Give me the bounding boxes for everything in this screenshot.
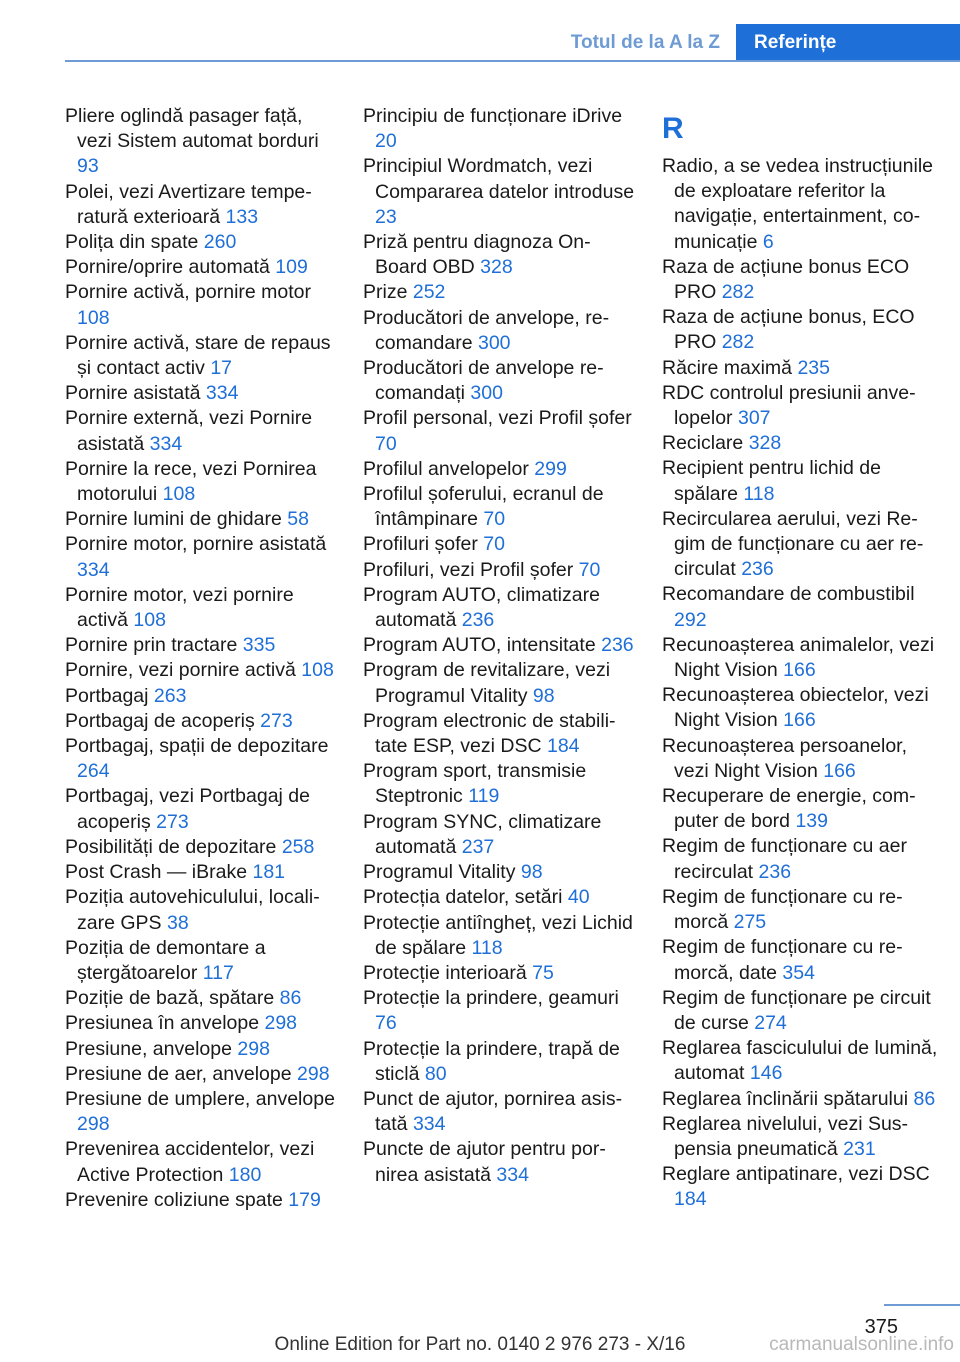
page-link[interactable]: 298: [237, 1037, 270, 1060]
page-link[interactable]: 166: [823, 759, 856, 782]
page-link[interactable]: 298: [77, 1113, 110, 1136]
index-entry: [363, 356, 635, 406]
entry-text: Protecție la prindere, trapă de sticlă: [363, 1037, 620, 1085]
entry-text: Pornire externă, vezi Pornire asistată: [65, 407, 313, 455]
entry-text: Pornire, vezi pornire activă: [65, 659, 296, 682]
index-entry: [65, 885, 335, 935]
index-entry: [363, 104, 635, 154]
page-number: 375: [864, 1316, 898, 1338]
page-link[interactable]: 80: [424, 1062, 447, 1085]
index-entry: [662, 154, 942, 255]
entry-text: Protecție interioară: [363, 961, 527, 984]
watermark: carmanualsonline.info: [769, 1334, 954, 1355]
index-entry: [65, 835, 335, 860]
index-entry: [65, 1062, 335, 1087]
entry-text: Recuperare de energie, computer de bord: [662, 785, 916, 833]
page-link[interactable]: 70: [483, 508, 506, 531]
entry-text: Răcire maximă: [662, 356, 793, 379]
page-link[interactable]: 231: [843, 1137, 876, 1160]
entry-text: Profil personal, vezi Profil șofer: [363, 407, 632, 430]
page-link[interactable]: 93: [77, 155, 99, 178]
page-link[interactable]: 70: [375, 432, 397, 455]
index-entry: [662, 255, 942, 305]
entry-text: Reglarea fasciculului de lumină, automat: [662, 1037, 938, 1085]
entry-text: Pornire motor, vezi pornire activă: [65, 583, 294, 632]
index-entry: [363, 1037, 635, 1087]
page-link[interactable]: 109: [275, 256, 308, 279]
page-link[interactable]: 292: [674, 608, 707, 631]
index-entry: [363, 306, 635, 356]
index-entry: [65, 104, 335, 180]
page-link[interactable]: 108: [77, 306, 110, 329]
index-column-2: [363, 104, 635, 1188]
index-entry: [662, 582, 942, 632]
entry-text: Reglarea nivelului, vezi Suspensia pneumatică: [662, 1112, 909, 1160]
entry-text: Profilul șoferului, ecranul de întâmpinare: [363, 483, 604, 531]
page-link[interactable]: 300: [477, 331, 511, 354]
index-entry: [363, 583, 635, 633]
index-entry: [662, 1087, 942, 1112]
entry-text: Regim de funcționare pe circuit de curse: [662, 986, 931, 1034]
index-column-3: [662, 104, 942, 1213]
index-entry: [65, 1188, 335, 1213]
index-entry: [662, 381, 942, 431]
entry-text: Profiluri, vezi Profil șofer: [363, 558, 574, 581]
page-link[interactable]: 335: [242, 634, 276, 657]
page-link[interactable]: 307: [737, 407, 771, 430]
index-entry: [662, 1036, 942, 1086]
page-link[interactable]: 236: [758, 860, 792, 883]
entry-text: Portbagaj de acoperiș: [65, 709, 255, 732]
page-link[interactable]: 119: [468, 785, 500, 808]
entry-text: Producători de anvelope recomandați: [363, 357, 604, 405]
entry-text: Pornire lumini de ghidare: [65, 508, 282, 531]
page-link[interactable]: 76: [375, 1012, 397, 1035]
page-header: [65, 24, 960, 62]
index-entry: [65, 658, 335, 683]
index-entry: [662, 683, 942, 733]
index-entry: [363, 759, 635, 809]
entry-text: Protecție antiîngheț, vezi Lichid de spălare: [363, 911, 633, 959]
page-link[interactable]: 118: [471, 936, 503, 959]
page-link[interactable]: 180: [228, 1163, 262, 1186]
page-link[interactable]: 252: [412, 281, 446, 304]
entry-text: Poziția autovehiculului, localizare GPS: [65, 886, 320, 934]
entry-text: Profiluri șofer: [363, 533, 478, 556]
entry-text: Pornire la rece, vezi Pornirea motorului: [65, 457, 317, 506]
page-link[interactable]: 273: [156, 810, 189, 833]
page-link[interactable]: 300: [470, 382, 503, 405]
index-entry: [65, 784, 335, 834]
index-entry: [662, 885, 942, 935]
entry-text: Portbagaj, spații de depozitare: [65, 735, 329, 758]
index-entry: [363, 558, 635, 583]
entry-text: Pornire motor, pornire asistată: [65, 533, 327, 556]
entry-text: Pornire activă, pornire motor: [65, 281, 312, 304]
entry-text: Pornire asistată: [65, 382, 201, 405]
index-entry: [363, 633, 635, 658]
page-link[interactable]: 264: [77, 760, 110, 783]
page-link[interactable]: 118: [743, 482, 775, 505]
page-link[interactable]: 273: [260, 709, 293, 732]
entry-text: Producători de anvelope, recomandare: [363, 306, 610, 354]
page-link[interactable]: 263: [153, 684, 187, 707]
entry-text: Pornire/oprire automată: [65, 256, 270, 279]
index-column-1: [65, 104, 335, 1213]
entry-text: Reciclare: [662, 432, 744, 455]
index-entry: [363, 810, 635, 860]
entry-text: Prize: [363, 281, 408, 304]
entry-text: Portbagaj: [65, 684, 149, 707]
index-entry: [65, 1011, 335, 1036]
page-link[interactable]: 260: [203, 231, 237, 254]
entry-text: Presiune, anvelope: [65, 1037, 232, 1060]
page-link[interactable]: 299: [534, 457, 567, 480]
page-link[interactable]: 166: [783, 659, 816, 682]
entry-text: Recipient pentru lichid de spălare: [662, 457, 881, 505]
page-link[interactable]: 166: [783, 709, 816, 732]
index-entry: [65, 709, 335, 734]
page-link[interactable]: 184: [674, 1188, 707, 1211]
entry-text: Posibilități de depozitare: [65, 835, 277, 858]
entry-text: Poziția de demontare a ștergătoarelor: [65, 936, 266, 984]
index-entry: [65, 936, 335, 986]
index-entry: [662, 305, 942, 355]
entry-text: Program AUTO, climatizare automată: [363, 583, 600, 632]
entry-text: Program sport, transmisie Steptronic: [363, 760, 587, 808]
entry-text: Principiul Wordmatch, vezi Compararea datelor introduse: [363, 155, 635, 203]
index-entry: [65, 734, 335, 784]
page-link[interactable]: 133: [225, 205, 259, 228]
index-entry: [363, 658, 635, 708]
index-entry: [65, 406, 335, 456]
page-link[interactable]: 139: [795, 810, 828, 833]
entry-text: Recunoașterea obiectelor, vezi Night Vision: [662, 684, 929, 732]
page-link[interactable]: 354: [782, 961, 815, 984]
index-entry: [65, 1037, 335, 1062]
page-link[interactable]: 117: [202, 961, 234, 984]
entry-text: Radio, a se vedea instrucțiunile de exploatare referitor la navigație, entertainment, comunicație: [662, 155, 933, 253]
index-entry: [65, 986, 335, 1011]
index-entry: [662, 507, 942, 583]
index-entry: [363, 230, 635, 280]
entry-text: Pornire prin tractare: [65, 634, 238, 657]
entry-text: Program de revitalizare, vezi Programul Vitality: [363, 659, 611, 707]
entry-text: Portbagaj, vezi Portbagaj de acoperiș: [65, 785, 310, 833]
index-entry: [363, 1137, 635, 1187]
page-link[interactable]: 108: [301, 659, 334, 682]
entry-text: Reglare antipatinare, vezi DSC: [662, 1163, 930, 1186]
entry-text: Recomandare de combustibil: [662, 583, 915, 606]
entry-text: Polei, vezi Avertizare temperatură exterioară: [65, 180, 312, 228]
page-link[interactable]: 328: [480, 256, 513, 279]
page-link[interactable]: 334: [496, 1163, 529, 1186]
page-link[interactable]: 334: [205, 382, 239, 405]
index-entry: [65, 280, 335, 330]
index-entry: [662, 431, 942, 456]
index-entry: [662, 986, 942, 1036]
page-link[interactable]: 23: [375, 205, 397, 228]
index-entry: [65, 507, 335, 532]
page-link[interactable]: 181: [252, 861, 286, 884]
page-link[interactable]: 334: [77, 558, 110, 581]
entry-text: Programul Vitality: [363, 861, 516, 884]
index-entry: [65, 331, 335, 381]
entry-text: Regim de funcționare cu aer recirculat: [662, 835, 907, 883]
entry-text: Protecția datelor, setări: [363, 886, 563, 909]
entry-text: Priză pentru diagnoza On-Board OBD: [363, 231, 591, 279]
index-entry: [65, 860, 335, 885]
index-entry: [363, 911, 635, 961]
page-link[interactable]: 274: [754, 1011, 787, 1034]
page-link[interactable]: 38: [166, 911, 189, 934]
page-link[interactable]: 17: [210, 357, 233, 380]
entry-text: Program SYNC, climatizare automată: [363, 810, 602, 858]
page-link[interactable]: 282: [721, 281, 755, 304]
index-entry: [363, 406, 635, 456]
index-entry: [65, 381, 335, 406]
entry-text: RDC controlul presiunii anvelopelor: [662, 381, 916, 430]
entry-text: Pornire activă, stare de repaus și contact activ: [65, 331, 331, 380]
entry-text: Pliere oglindă pasager față, vezi Sistem automat borduri: [65, 105, 319, 153]
page-link[interactable]: 334: [412, 1113, 446, 1136]
page-link[interactable]: 20: [375, 130, 397, 153]
page-link[interactable]: 146: [749, 1062, 783, 1085]
index-entry: [363, 860, 635, 885]
page-link[interactable]: 298: [264, 1012, 298, 1035]
page-link[interactable]: 258: [281, 835, 315, 858]
page-link[interactable]: 75: [532, 961, 554, 984]
index-entry: [65, 1087, 335, 1137]
index-entry: [363, 482, 635, 532]
index-entry: [363, 709, 635, 759]
index-entry: [65, 457, 335, 507]
index-entry: [363, 1087, 635, 1137]
page-link[interactable]: 236: [601, 634, 634, 657]
index-entry: [363, 280, 635, 305]
entry-text: Recunoașterea persoanelor, vezi Night Vision: [662, 734, 907, 782]
section-tab[interactable]: Totul de la A la Z: [570, 32, 720, 53]
entry-text: Presiune de aer, anvelope: [65, 1062, 292, 1085]
entry-text: Recircularea aerului, vezi Regim de funcționare cu aer recirculat: [662, 507, 924, 581]
entry-text: Program electronic de stabilitate ESP, vezi DSC: [363, 709, 616, 758]
header-rule: [65, 60, 960, 62]
entry-text: Poziție de bază, spătare: [65, 987, 275, 1010]
entry-text: Prevenire coliziune spate: [65, 1188, 283, 1211]
index-entry: [662, 1162, 942, 1212]
index-entry: [65, 255, 335, 280]
page-link[interactable]: 237: [461, 835, 495, 858]
page-link[interactable]: 179: [288, 1188, 321, 1211]
page-number-rule: [884, 1304, 960, 1306]
index-entry: [363, 885, 635, 910]
index-entry: [65, 684, 335, 709]
page-link[interactable]: 70: [483, 533, 505, 556]
chapter-tab[interactable]: Referințe: [736, 24, 960, 62]
page-link[interactable]: 108: [162, 483, 196, 506]
entry-text: Raza de acțiune bonus, ECO PRO: [662, 306, 915, 354]
index-entry: [363, 986, 635, 1036]
index-entry: [363, 154, 635, 230]
entry-text: Program AUTO, intensitate: [363, 634, 596, 657]
index-entry: [363, 457, 635, 482]
index-entry: [662, 456, 942, 506]
entry-text: Raza de acțiune bonus ECO PRO: [662, 255, 910, 304]
entry-text: Regim de funcționare cu remorcă, date: [662, 936, 903, 984]
page-link[interactable]: 40: [567, 886, 590, 909]
entry-text: Protecție la prindere, geamuri: [363, 987, 619, 1010]
page-link[interactable]: 275: [733, 911, 767, 934]
page-link[interactable]: 328: [748, 432, 782, 455]
index-entry: [662, 356, 942, 381]
page-link[interactable]: 6: [762, 230, 774, 253]
index-entry: [662, 784, 942, 834]
index-entry: [65, 532, 335, 582]
page-link[interactable]: 236: [741, 558, 774, 581]
edition-footer: Online Edition for Part no. 0140 2 976 273 - X/16: [274, 1334, 686, 1355]
entry-text: Reglarea înclinării spătarului: [662, 1087, 909, 1110]
page-link[interactable]: 334: [149, 432, 183, 455]
entry-text: Presiunea în anvelope: [65, 1012, 260, 1035]
entry-text: Profilul anvelopelor: [363, 457, 529, 480]
page-link[interactable]: 86: [279, 987, 302, 1010]
entry-text: Presiune de umplere, anvelope: [65, 1087, 335, 1110]
index-entry: [65, 583, 335, 633]
page-link[interactable]: 58: [287, 508, 309, 531]
index-entry: [662, 1112, 942, 1162]
page-link[interactable]: 282: [721, 331, 755, 354]
index-entry: [662, 734, 942, 784]
entry-text: Punct de ajutor, pornirea asistată: [363, 1087, 623, 1136]
index-entry: [363, 961, 635, 986]
page-link[interactable]: 108: [133, 609, 166, 632]
page-link[interactable]: 184: [546, 735, 580, 758]
entry-text: Principiu de funcționare iDrive: [363, 105, 623, 127]
entry-text: Post Crash — iBrake: [65, 861, 248, 884]
index-entry: [65, 180, 335, 230]
index-entry: [65, 633, 335, 658]
index-entry: [662, 633, 942, 683]
page-link[interactable]: 298: [297, 1062, 330, 1085]
entry-text: Prevenirea accidentelor, vezi Active Protection: [65, 1138, 315, 1186]
page-link[interactable]: 70: [578, 558, 601, 581]
entry-text: Puncte de ajutor pentru pornirea asistată: [363, 1138, 606, 1186]
page-link[interactable]: 235: [797, 356, 830, 379]
entry-text: Regim de funcționare cu remorcă: [662, 885, 903, 934]
index-entry: [662, 935, 942, 985]
page-link[interactable]: 98: [532, 684, 555, 707]
entry-text: Polița din spate: [65, 231, 199, 254]
page-link[interactable]: 236: [461, 609, 495, 632]
index-entry: [65, 1137, 335, 1187]
section-letter: R: [662, 112, 684, 145]
page-link[interactable]: 86: [913, 1087, 936, 1110]
page-link[interactable]: 98: [520, 861, 543, 884]
index-entry: [363, 532, 635, 557]
entry-text: Recunoașterea animalelor, vezi Night Vision: [662, 633, 935, 682]
index-entry: [65, 230, 335, 255]
index-entry: [662, 834, 942, 884]
